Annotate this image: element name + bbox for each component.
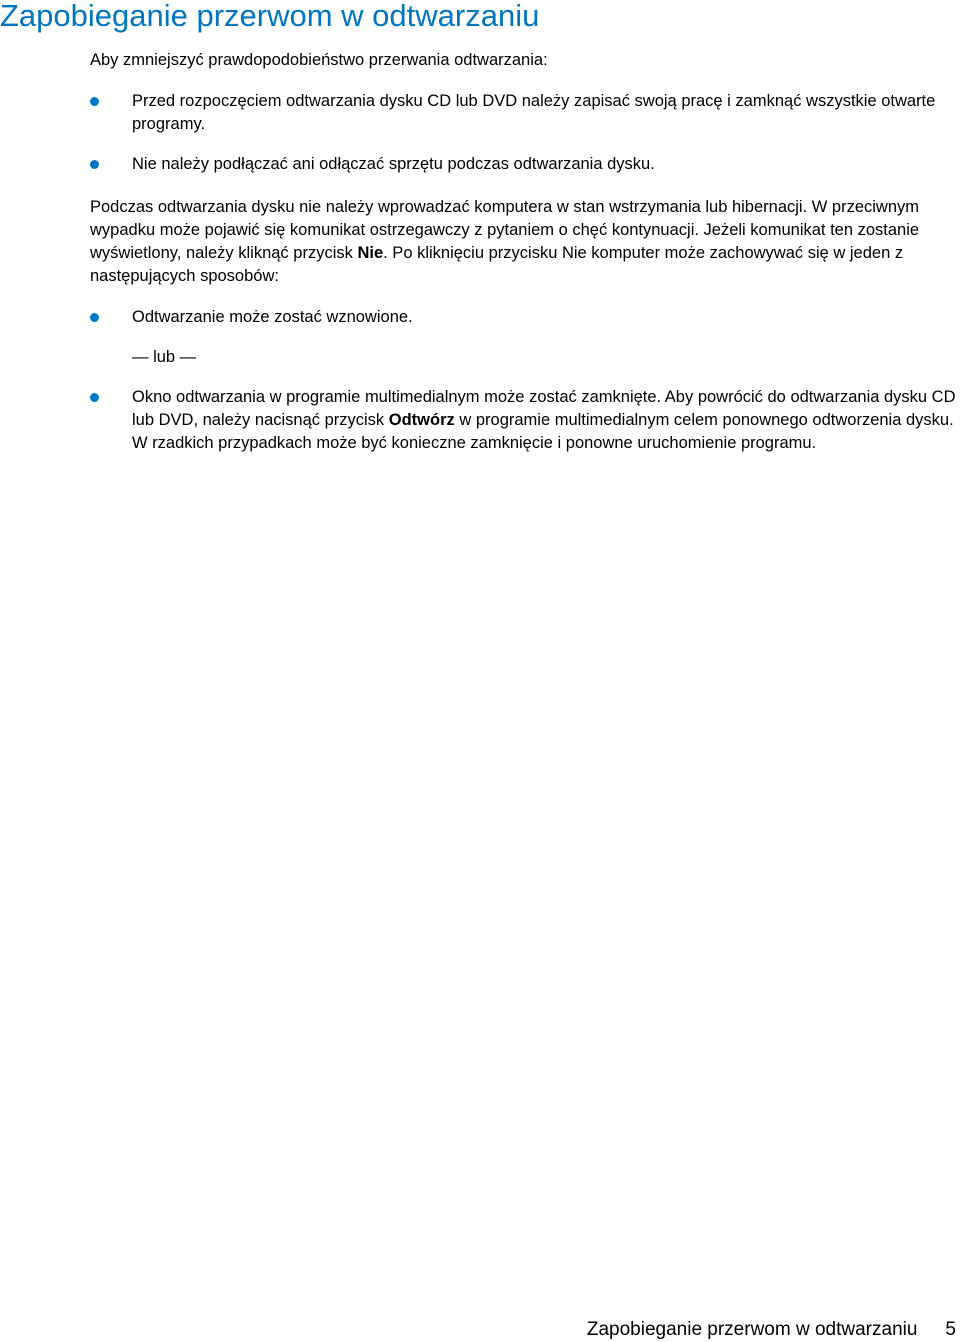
page-number: 5 bbox=[945, 1319, 956, 1340]
nie-button-label: Nie bbox=[357, 244, 384, 262]
list-item-text-part: w programie multimedialnym celem ponownego odtworzenia dysku. W rzadkich przypadkach może być konieczne zamknięcie i ponowne uruchomienie programu. bbox=[132, 411, 954, 452]
paragraph-text: Podczas odtwarzania dysku nie należy wprowadzać komputera w stan wstrzymania lub hibernacji. W przeciwnym wypadku może pojawić się komunikat ostrzegawczy z pytaniem o chęć kontynuacji. Jeżeli komunikat ten zostanie wyświetlony, należy kliknąć przycisk bbox=[90, 198, 920, 262]
paragraph-text-continued: . Po kliknięciu przycisku Nie komputer może zachowywać się w jeden z następujących sposobów: bbox=[90, 244, 904, 285]
bullet-icon bbox=[90, 313, 99, 322]
intro-paragraph: Aby zmniejszyć prawdopodobieństwo przerwania odtwarzania: bbox=[90, 51, 548, 69]
list-item-text: Przed rozpoczęciem odtwarzania dysku CD lub DVD należy zapisać swoją pracę i zamknąć wszystkie otwarte programy. bbox=[132, 92, 936, 133]
bullet-icon bbox=[90, 160, 99, 169]
footer-section-title: Zapobieganie przerwom w odtwarzaniu bbox=[586, 1319, 918, 1340]
list-item-text-part: Okno odtwarzania w programie multimedialnym może zostać zamknięte. Aby powrócić do odtwarzania dysku CD lub DVD, należy nacisnąć przycisk bbox=[132, 388, 956, 429]
list-item-text: Nie należy podłączać ani odłączać sprzętu podczas odtwarzania dysku. bbox=[132, 155, 655, 173]
bullet-icon bbox=[90, 393, 99, 402]
odtworz-button-label: Odtwórz bbox=[388, 411, 455, 429]
or-separator: — lub — bbox=[132, 348, 197, 366]
list-item-text: Odtwarzanie może zostać wznowione. bbox=[132, 308, 413, 326]
page-footer bbox=[587, 1318, 956, 1342]
list-item-text bbox=[132, 386, 958, 455]
bullet-icon bbox=[90, 97, 99, 106]
page-title: Zapobieganie przerwom w odtwarzaniu bbox=[0, 0, 540, 33]
body-paragraph bbox=[90, 196, 958, 288]
